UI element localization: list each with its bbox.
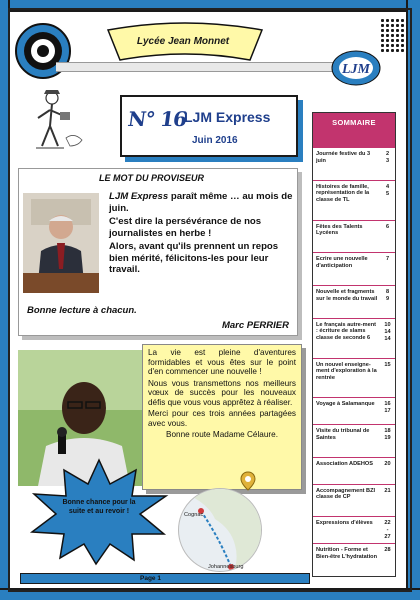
toc-item-pages: 20	[384, 460, 391, 467]
toc-item-title: Fêtes des Talents Lycéens	[316, 223, 363, 237]
toc-item	[313, 147, 395, 180]
newsletter-name: LJM Express	[184, 109, 271, 125]
principal-title: LE MOT DU PROVISEUR	[99, 173, 205, 183]
toc-item	[313, 318, 395, 358]
farewell-paragraph-3: Merci pour ces trois années partagées avec vous.	[148, 409, 296, 428]
toc-item-title: Visite du tribunal de Saintes	[316, 428, 370, 441]
toc-item-pages: 4 5	[385, 183, 390, 197]
toc-item	[313, 220, 395, 253]
principal-photo	[23, 193, 99, 293]
toc-item	[313, 457, 395, 484]
toc-item	[313, 285, 395, 318]
map-pin-icon	[237, 470, 259, 492]
toc-item	[313, 180, 395, 220]
dot-pattern-decoration	[380, 18, 404, 52]
toc-item	[313, 543, 395, 576]
map-origin-label: Cognac	[184, 512, 204, 518]
toc-item-title: Le français autre-ment : écriture de slams classe de seconde 6	[316, 321, 376, 341]
ljm-logo	[330, 48, 382, 88]
issue-title-box	[120, 95, 298, 157]
toc-item	[313, 516, 395, 543]
toc-item-title: Un nouvel enseigne-ment d'exploration à la rentrée	[316, 361, 377, 381]
principal-paragraph-3: Alors, avant qu'ils prennent un repos bien mérité, félicitons-les pour leur travail.	[109, 241, 279, 276]
farewell-paragraph-2: Nous vous transmettons nos meilleurs vœux de succès pour les nouveaux défis que vous vous apprêtez à réaliser.	[148, 378, 296, 407]
toc-item	[313, 397, 395, 424]
toc-item-title: Nouvelle et fragments sur le monde du travail	[316, 289, 378, 302]
toc-item-title: Expressions d'élèves	[316, 520, 373, 527]
newsletter-name-inline: LJM Express	[109, 191, 169, 202]
table-of-contents	[312, 112, 396, 577]
farewell-wish: Bonne chance pour la suite et au revoir !	[62, 499, 136, 515]
toc-item-title: Accompagnement BZI classe de CP	[316, 487, 376, 501]
toc-item-pages: 2 3	[385, 151, 390, 164]
toc-item-title: Nutrition - Forme et Bien-être L'hydratation	[316, 547, 378, 560]
toc-item-title: Association ADEHOS	[316, 460, 373, 467]
footer-bar	[20, 573, 310, 584]
toc-item-pages: 28	[384, 547, 391, 554]
toc-item-pages: 22 - 27	[384, 520, 391, 541]
farewell-paragraph-4: Bonne route Madame Célaure.	[166, 430, 278, 439]
principal-closing: Bonne lecture à chacun.	[27, 305, 137, 316]
toc-item	[313, 424, 395, 457]
map-destination-label: Johannesburg	[208, 564, 244, 570]
principal-paragraph-2: C'est dire la persévérance de nos journalistes en herbe !	[109, 216, 262, 239]
toc-item	[313, 358, 395, 398]
toc-item-pages: 10 14 14	[384, 321, 391, 342]
toc-item-pages: 21	[384, 487, 391, 494]
journalist-sketch	[30, 88, 94, 158]
toc-item-pages: 16 17	[384, 401, 391, 415]
toc-heading: SOMMAIRE	[313, 113, 395, 147]
toc-item	[313, 252, 395, 285]
logo-text: LJM	[342, 62, 370, 77]
principal-paragraph-1: LJM Express paraît même … au mois de juin.	[109, 191, 293, 214]
school-name: Lycée Jean Monnet	[136, 36, 230, 47]
farewell-paragraph-1: La vie est pleine d'aventures formidables et vous êtes sur le point d'en commencer une nouvelle !	[148, 348, 296, 376]
toc-item-pages: 7	[385, 256, 390, 263]
page-number: Page 1	[140, 575, 161, 582]
toc-item	[313, 484, 395, 517]
principal-signature: Marc PERRIER	[221, 320, 289, 331]
route-map	[178, 488, 262, 572]
toc-item-pages: 6	[385, 223, 390, 230]
toc-item-pages: 18 19	[384, 428, 391, 442]
issue-date: Juin 2016	[192, 135, 238, 146]
toc-item-title: Ecrire une nouvelle d'anticipation	[316, 256, 368, 269]
route-map-graphic	[179, 489, 262, 572]
principal-message-box	[18, 168, 298, 336]
toc-item-title: Voyage à Salamanque	[316, 401, 375, 408]
toc-item-pages: 8 9	[385, 289, 390, 303]
issue-number: N° 16	[126, 107, 188, 131]
toc-item-title: Histoires de famille, représentation de la classe de TL	[316, 183, 370, 203]
toc-item-title: Journée festive du 3 juin	[316, 151, 371, 164]
toc-item-pages: 15	[384, 361, 391, 368]
